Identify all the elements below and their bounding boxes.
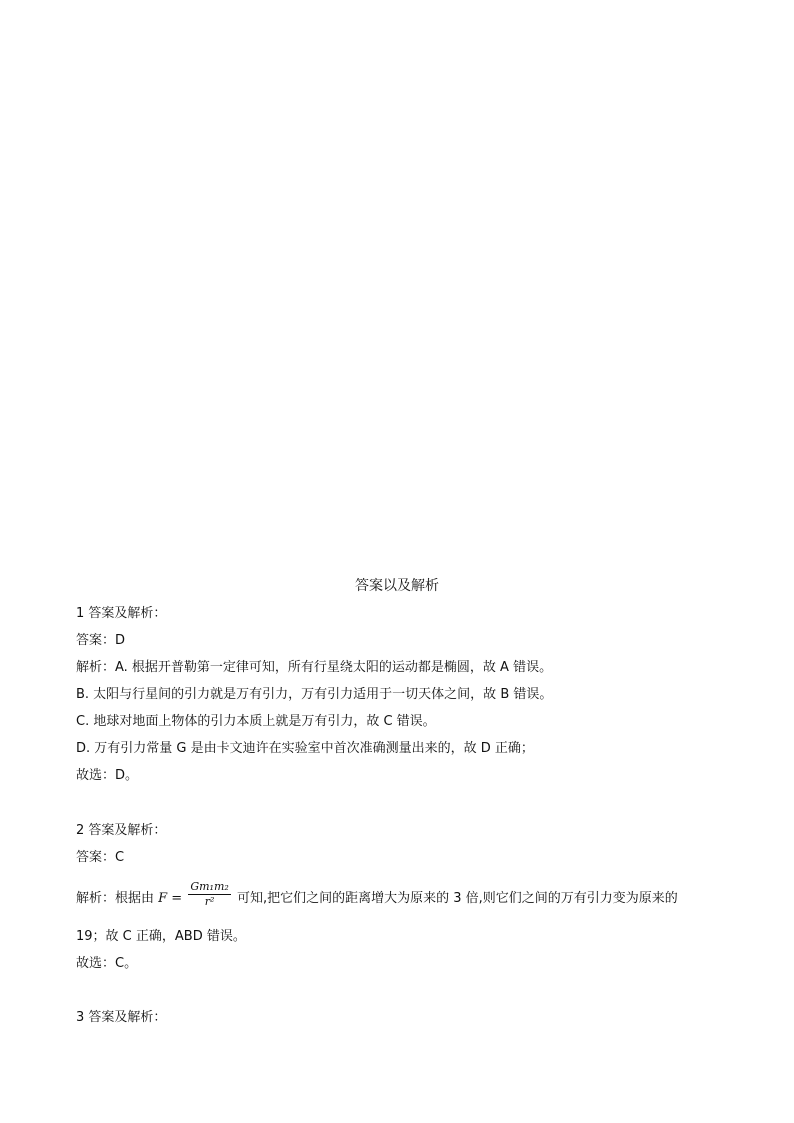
q2-explanation-lead: 解析：根据由: [76, 891, 155, 906]
q2-explanation: [76, 880, 678, 913]
q1-answer: 答案：D: [76, 633, 126, 648]
q1-explanation-a: 解析：A. 根据开普勒第一定律可知，所有行星绕太阳的运动都是椭圆，故 A 错误。: [76, 660, 553, 675]
q1-header: 1 答案及解析：: [76, 606, 167, 621]
q2-choice: 故选：C。: [76, 956, 138, 971]
q2-explanation-cont: 19；故 C 正确，ABD 错误。: [76, 929, 246, 944]
section-title: 答案以及解析: [355, 578, 439, 594]
q2-header: 2 答案及解析：: [76, 823, 167, 838]
formula-numerator: Gm₁m₂: [190, 880, 229, 893]
q2-explanation-tail: 可知,把它们之间的距离增大为原来的 3 倍,则它们之间的万有引力变为原来的: [236, 891, 678, 906]
q1-explanation-d: D. 万有引力常量 G 是由卡文迪许在实验室中首次准确测量出来的，故 D 正确；: [76, 741, 534, 756]
formula-denominator: r²: [204, 895, 215, 908]
formula-lhs: F =: [158, 891, 183, 906]
q2-answer: 答案：C: [76, 850, 125, 865]
q1-choice: 故选：D。: [76, 768, 139, 783]
q3-header: 3 答案及解析：: [76, 1010, 167, 1025]
gravity-formula: [188, 880, 230, 909]
q1-explanation-b: B. 太阳与行星间的引力就是万有引力，万有引力适用于一切天体之间，故 B 错误。: [76, 687, 553, 702]
q1-explanation-c: C. 地球对地面上物体的引力本质上就是万有引力，故 C 错误。: [76, 714, 436, 729]
